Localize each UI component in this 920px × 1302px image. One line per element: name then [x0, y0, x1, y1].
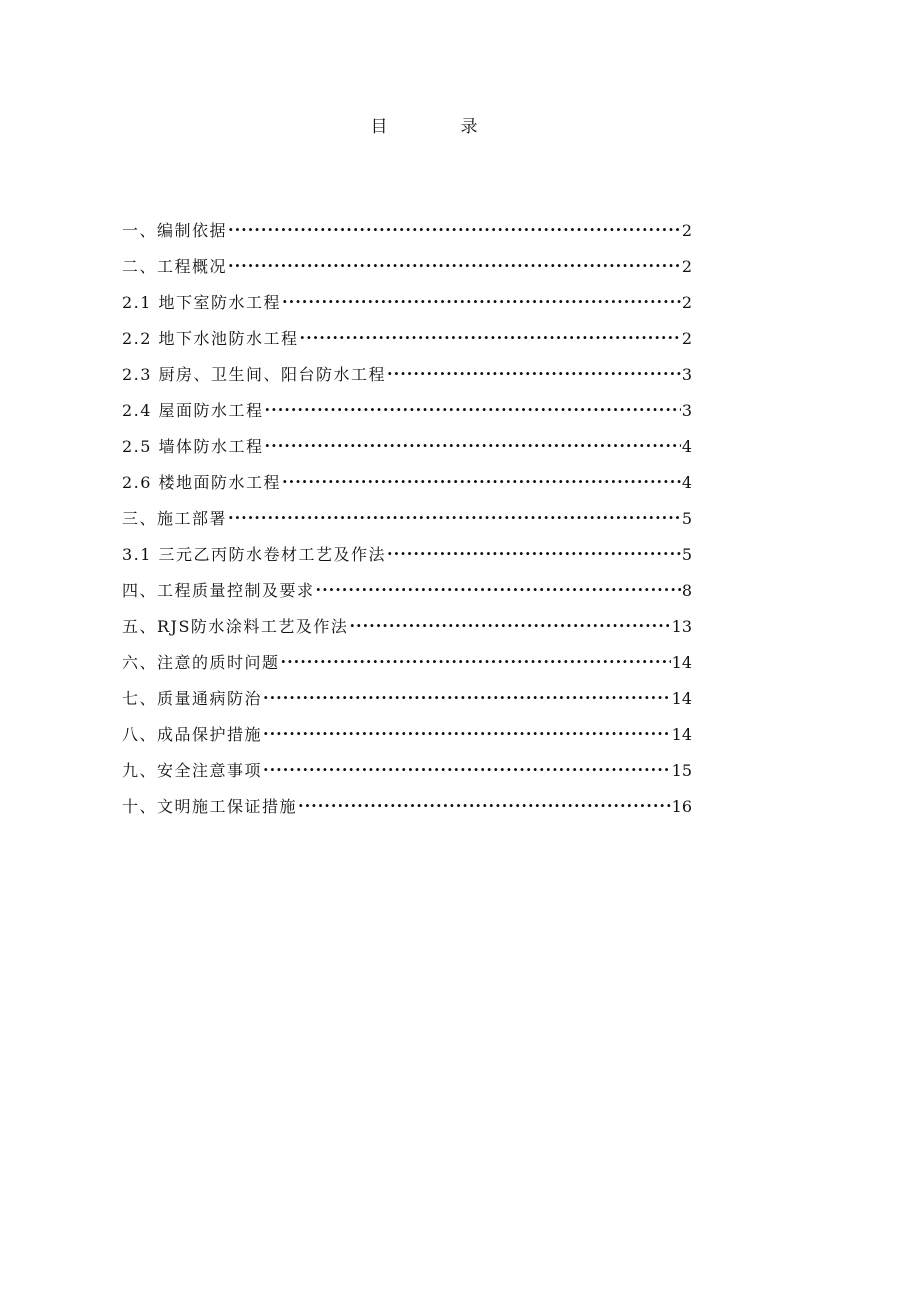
toc-dot-leader	[300, 328, 681, 347]
toc-dot-leader	[263, 688, 671, 707]
toc-entry[interactable]	[122, 506, 692, 542]
toc-entry-page: 14	[671, 725, 692, 744]
toc-entry-page: 2	[681, 221, 692, 240]
toc-entry-label: 九、安全注意事项	[122, 761, 263, 780]
toc-entry-page: 2	[681, 257, 692, 276]
toc-dot-leader	[298, 796, 671, 815]
toc-entry[interactable]	[122, 542, 692, 578]
toc-entry-label: 2.1 地下室防水工程	[122, 293, 282, 312]
toc-entry-page: 4	[681, 437, 692, 456]
toc-entry-label: 2.2 地下水池防水工程	[122, 329, 299, 348]
toc-entry-label: 二、工程概况	[122, 257, 228, 276]
toc-entry-page: 14	[671, 653, 692, 672]
toc-entry-label: 2.3 厨房、卫生间、阳台防水工程	[122, 365, 387, 384]
toc-entry[interactable]	[122, 650, 692, 686]
toc-entry-label: 五、RJS防水涂料工艺及作法	[122, 617, 349, 636]
toc-entry-page: 14	[671, 689, 692, 708]
toc-dot-leader	[316, 580, 681, 599]
toc-dot-leader	[265, 400, 681, 419]
toc-dot-leader	[263, 760, 671, 779]
toc-entry[interactable]	[122, 254, 692, 290]
toc-entry-label: 3.1 三元乙丙防水卷材工艺及作法	[122, 545, 387, 564]
toc-entry-page: 2	[681, 329, 692, 348]
toc-entry[interactable]	[122, 362, 692, 398]
toc-entry-page: 8	[681, 581, 692, 600]
toc-entry[interactable]	[122, 722, 692, 758]
toc-list	[122, 218, 692, 830]
toc-entry-label: 十、文明施工保证措施	[122, 797, 298, 816]
toc-entry[interactable]	[122, 686, 692, 722]
toc-entry-page: 16	[671, 797, 692, 816]
toc-entry[interactable]	[122, 290, 692, 326]
toc-dot-leader	[281, 652, 671, 671]
toc-entry-page: 3	[681, 401, 692, 420]
toc-dot-leader	[282, 292, 681, 311]
toc-dot-leader	[228, 220, 681, 239]
toc-entry[interactable]	[122, 434, 692, 470]
toc-entry-page: 5	[681, 509, 692, 528]
toc-entry[interactable]	[122, 614, 692, 650]
toc-entry-page: 3	[681, 365, 692, 384]
toc-dot-leader	[282, 472, 681, 491]
toc-dot-leader	[228, 508, 681, 527]
toc-entry[interactable]	[122, 470, 692, 506]
toc-entry-label: 2.6 楼地面防水工程	[122, 473, 282, 492]
toc-entry-page: 13	[671, 617, 692, 636]
toc-entry-label: 三、施工部署	[122, 509, 228, 528]
toc-entry-page: 5	[681, 545, 692, 564]
toc-dot-leader	[387, 544, 681, 563]
toc-entry[interactable]	[122, 398, 692, 434]
toc-entry-page: 15	[671, 761, 692, 780]
toc-entry-label: 八、成品保护措施	[122, 725, 263, 744]
toc-dot-leader	[263, 724, 671, 743]
toc-entry[interactable]	[122, 794, 692, 830]
toc-entry[interactable]	[122, 578, 692, 614]
toc-entry-label: 2.4 屋面防水工程	[122, 401, 264, 420]
toc-dot-leader	[349, 616, 670, 635]
toc-entry-page: 4	[681, 473, 692, 492]
toc-entry-label: 一、编制依据	[122, 221, 228, 240]
toc-entry[interactable]	[122, 218, 692, 254]
toc-dot-leader	[265, 436, 681, 455]
toc-entry-label: 六、注意的质时问题	[122, 653, 280, 672]
toc-entry-label: 四、工程质量控制及要求	[122, 581, 315, 600]
toc-dot-leader	[387, 364, 681, 383]
toc-entry-page: 2	[681, 293, 692, 312]
toc-title: 目 录	[370, 117, 506, 137]
toc-entry-label: 2.5 墙体防水工程	[122, 437, 264, 456]
toc-dot-leader	[228, 256, 681, 275]
toc-entry-label: 七、质量通病防治	[122, 689, 263, 708]
toc-entry[interactable]	[122, 758, 692, 794]
toc-entry[interactable]	[122, 326, 692, 362]
